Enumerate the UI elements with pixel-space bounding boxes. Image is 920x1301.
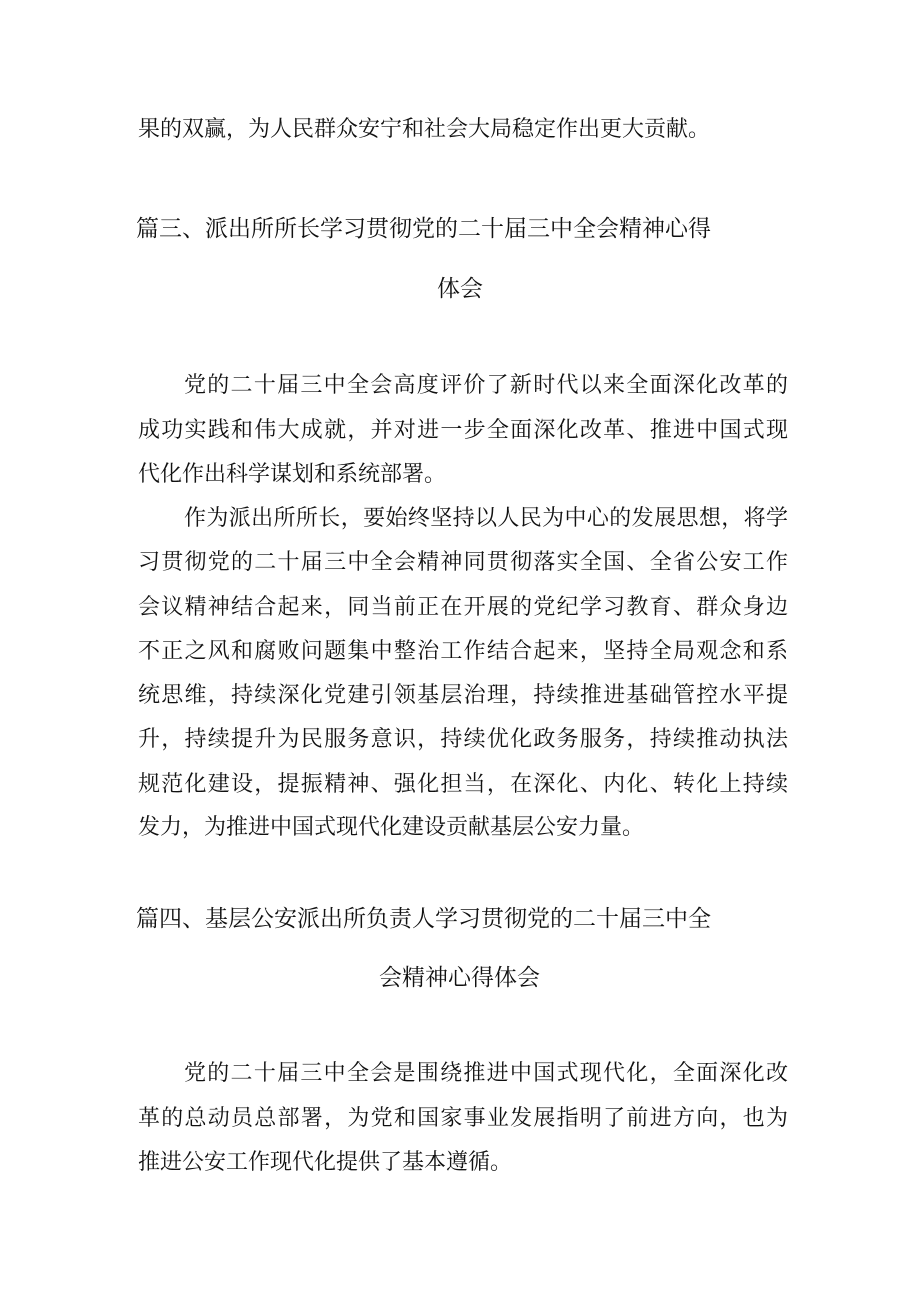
section4-title-line2: 会精神心得体会	[379, 965, 540, 991]
section3-p1-line1: 党的二十届三中全会高度评价了新时代以来全面深化改革的	[184, 373, 788, 398]
section3-title-line2: 体会	[437, 276, 483, 302]
section3-p2-line4: 不正之风和腐败问题集中整治工作结合起来，坚持全局观念和系	[138, 639, 788, 664]
section4-p1-line2: 革的总动员总部署，为党和国家事业发展指明了前进方向，也为	[138, 1106, 788, 1131]
section3-p2-line2: 习贯彻党的二十届三中全会精神同贯彻落实全国、全省公安工作	[138, 550, 788, 575]
section3-p2-line5: 统思维，持续深化党建引领基层治理，持续推进基础管控水平提	[138, 683, 788, 708]
section3-p1-line2: 成功实践和伟大成就，并对进一步全面深化改革、推进中国式现	[138, 418, 788, 443]
section3-p2-line6: 升，持续提升为民服务意识，持续优化政务服务，持续推动执法	[138, 727, 788, 752]
section3-p1-line3: 代化作出科学谋划和系统部署。	[138, 462, 447, 487]
section3-title-line1: 篇三、派出所所长学习贯彻党的二十届三中全会精神心得	[136, 216, 711, 242]
section3-p2-line7: 规范化建设，提振精神、强化担当，在深化、内化、转化上持续	[138, 772, 788, 797]
intro-line: 果的双赢，为人民群众安宁和社会大局稳定作出更大贡献。	[138, 117, 711, 142]
section4-p1-line1: 党的二十届三中全会是围绕推进中国式现代化，全面深化改	[184, 1061, 788, 1086]
section4-title-line1: 篇四、基层公安派出所负责人学习贯彻党的二十届三中全	[136, 906, 711, 932]
section3-p2-line1: 作为派出所所长，要始终坚持以人民为中心的发展思想，将学	[184, 506, 788, 531]
section4-p1-line3: 推进公安工作现代化提供了基本遵循。	[138, 1150, 513, 1175]
section3-p2-line3: 会议精神结合起来，同当前正在开展的党纪学习教育、群众身边	[138, 595, 788, 620]
section3-p2-line8: 发力，为推进中国式现代化建设贡献基层公安力量。	[138, 815, 645, 840]
